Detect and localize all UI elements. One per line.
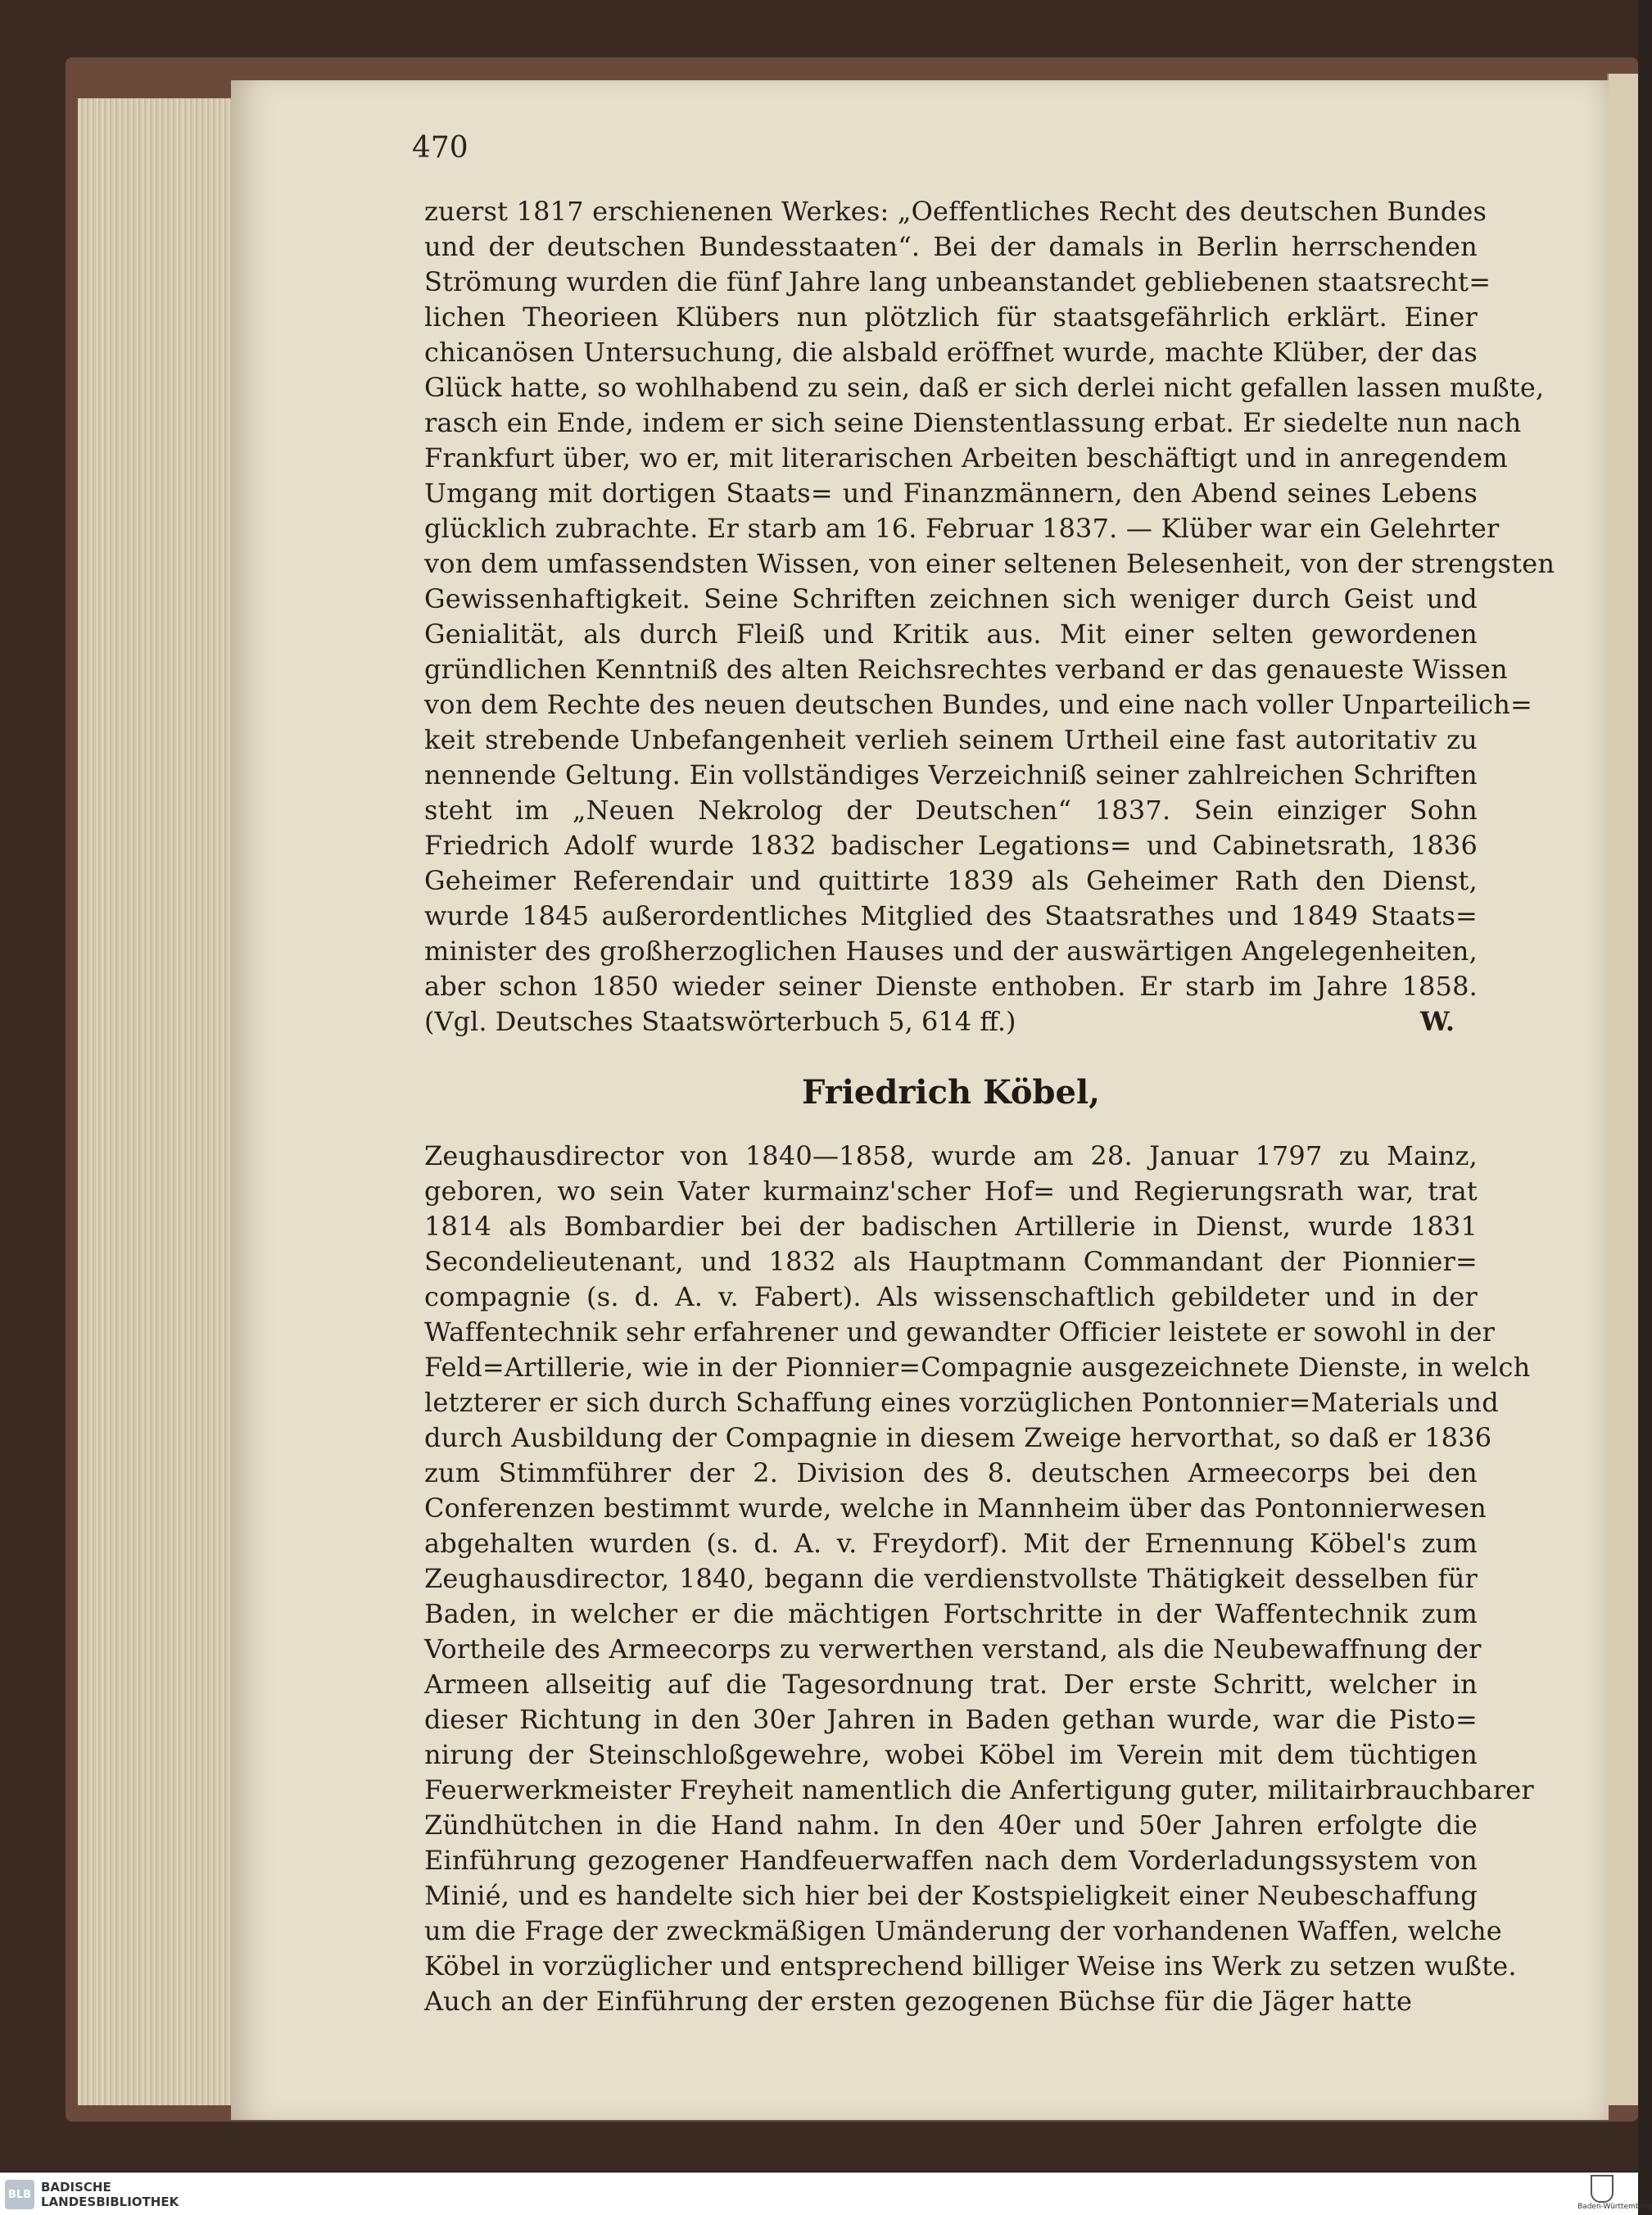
- text-line: chicanösen Untersuchung, die alsbald eröffnet wurde, machte Klüber, der das: [424, 337, 1478, 368]
- text-line: Köbel in vorzüglicher und entsprechend billiger Weise ins Werk zu setzen wußte.: [424, 1950, 1517, 1982]
- text-line: zuerst 1817 erschienenen Werkes: „Oeffentliches Recht des deutschen Bundes: [424, 196, 1487, 227]
- text-line: Frankfurt über, wo er, mit literarischen Arbeiten beschäftigt und in anregendem: [424, 442, 1508, 473]
- text-line: gründlichen Kenntniß des alten Reichsrechtes verband er das genaueste Wissen: [424, 654, 1508, 685]
- crest-icon: [1591, 2175, 1614, 2203]
- text-line: Zeughausdirector von 1840—1858, wurde am 28. Januar 1797 zu Mainz,: [424, 1140, 1478, 1171]
- text-line: durch Ausbildung der Compagnie in diesem Zweige hervorthat, so daß er 1836: [424, 1422, 1492, 1453]
- text-line: keit strebende Unbefangenheit verlieh seinem Urtheil eine fast autoritativ zu: [424, 724, 1478, 755]
- text-line: compagnie (s. d. A. v. Fabert). Als wissenschaftlich gebildeter und in der: [424, 1281, 1478, 1312]
- text-line: glücklich zubrachte. Er starb am 16. Februar 1837. — Klüber war ein Gelehrter: [424, 513, 1500, 544]
- text-line: minister des großherzoglichen Hauses und der auswärtigen Angelegenheiten,: [424, 935, 1478, 967]
- text-line: von dem umfassendsten Wissen, von einer seltenen Belesenheit, von der strengsten: [424, 548, 1555, 579]
- text-line: Geheimer Referendair und quittirte 1839 als Geheimer Rath den Dienst,: [424, 865, 1478, 896]
- text-line: von dem Rechte des neuen deutschen Bundes, und eine nach voller Unparteilich=: [424, 689, 1533, 720]
- facing-page-edge: [1607, 74, 1638, 2105]
- text-line: Zündhütchen in die Hand nahm. In den 40er und 50er Jahren erfolgte die: [424, 1810, 1478, 1841]
- text-line: geboren, wo sein Vater kurmainz'scher Hof= und Regierungsrath war, trat: [424, 1175, 1478, 1207]
- page-number: 470: [412, 131, 468, 165]
- text-line: Feuerwerkmeister Freyheit namentlich die Anfertigung guter, militairbrauchbarer: [424, 1774, 1534, 1805]
- text-line: um die Frage der zweckmäßigen Umänderung der vorhandenen Waffen, welche: [424, 1915, 1502, 1946]
- text-line: Waffentechnik sehr erfahrener und gewandter Officier leistete er sowohl in der: [424, 1316, 1496, 1348]
- baden-wurttemberg-logo: [1577, 2175, 1652, 2211]
- text-line: Glück hatte, so wohlhabend zu sein, daß er sich derlei nicht gefallen lassen mußte,: [424, 372, 1545, 403]
- paragraph-lines: [424, 1139, 1534, 2019]
- text-line: Strömung wurden die fünf Jahre lang unbeanstandet gebliebenen staatsrecht=: [424, 266, 1491, 297]
- text-line: zum Stimmführer der 2. Division des 8. deutschen Armeecorps bei den: [424, 1457, 1478, 1488]
- text-line: abgehalten wurden (s. d. A. v. Freydorf). Mit der Ernennung Köbel's zum: [424, 1528, 1478, 1559]
- text-line: Armeen allseitig auf die Tagesordnung trat. Der erste Schritt, welcher in: [424, 1669, 1478, 1700]
- text-line: aber schon 1850 wieder seiner Dienste enthoben. Er starb im Jahre 1858.: [424, 971, 1478, 1002]
- text-line: Gewissenhaftigkeit. Seine Schriften zeichnen sich weniger durch Geist und: [424, 583, 1478, 614]
- text-line: 1814 als Bombardier bei der badischen Artillerie in Dienst, wurde 1831: [424, 1211, 1478, 1242]
- text-line: dieser Richtung in den 30er Jahren in Baden gethan wurde, war die Pisto=: [424, 1704, 1478, 1735]
- author-signature: W.: [1419, 1006, 1455, 1037]
- text-line: rasch ein Ende, indem er sich seine Dienstentlassung erbat. Er siedelte nun nach: [424, 407, 1522, 438]
- text-line: und der deutschen Bundesstaaten“. Bei der damals in Berlin herrschenden: [424, 231, 1478, 262]
- text-block-kluber: [424, 194, 1555, 1040]
- text-block-kobel: [424, 1139, 1534, 2019]
- text-line: steht im „Neuen Nekrolog der Deutschen“ 1837. Sein einziger Sohn: [424, 795, 1478, 826]
- text-line: Vortheile des Armeecorps zu verwerthen verstand, als die Neubewaffnung der: [424, 1633, 1482, 1665]
- text-line: Secondelieutenant, und 1832 als Hauptmann Commandant der Pionnier=: [424, 1246, 1478, 1277]
- text-line: Feld=Artillerie, wie in der Pionnier=Compagnie ausgezeichnete Dienste, in welch: [424, 1352, 1531, 1383]
- bw-logo-text: Baden-Württemberg: [1577, 2203, 1652, 2211]
- text-line: wurde 1845 außerordentliches Mitglied des Staatsrathes und 1849 Staats=: [424, 900, 1478, 931]
- text-line: Minié, und es handelte sich hier bei der Kostspieligkeit einer Neubeschaffung: [424, 1880, 1478, 1911]
- page-stack-edge: [78, 98, 242, 2105]
- text-line: Einführung gezogener Handfeuerwaffen nach dem Vorderladungssystem von: [424, 1845, 1478, 1876]
- library-name-line2: LANDESBIBLIOTHEK: [41, 2195, 179, 2209]
- text-line: lichen Theorieen Klübers nun plötzlich für staatsgefährlich erklärt. Einer: [424, 301, 1478, 333]
- text-line: Auch an der Einführung der ersten gezogenen Büchse für die Jäger hatte: [424, 1986, 1413, 2017]
- text-line: Friedrich Adolf wurde 1832 badischer Legations= und Cabinetsrath, 1836: [424, 830, 1478, 861]
- text-line: Genialität, als durch Fleiß und Kritik aus. Mit einer selten gewordenen: [424, 618, 1478, 650]
- text-line: Zeughausdirector, 1840, begann die verdienstvollste Thätigkeit desselben für: [424, 1563, 1478, 1594]
- text-line: Conferenzen bestimmt wurde, welche in Mannheim über das Pontonnierwesen: [424, 1493, 1487, 1524]
- blb-logo-icon: BLB: [5, 2180, 34, 2209]
- article-heading: Friedrich Köbel,: [801, 1073, 1101, 1112]
- text-line: Umgang mit dortigen Staats= und Finanzmännern, den Abend seines Lebens: [424, 478, 1478, 509]
- text-line: letzterer er sich durch Schaffung eines vorzüglichen Pontonnier=Materials und: [424, 1387, 1499, 1418]
- citation-line: [424, 1004, 1478, 1040]
- library-name: [41, 2180, 179, 2209]
- text-line: Baden, in welcher er die mächtigen Fortschritte in der Waffentechnik zum: [424, 1598, 1478, 1629]
- paragraph-lines: [424, 194, 1555, 1004]
- text-line: nennende Geltung. Ein vollständiges Verzeichniß seiner zahlreichen Schriften: [424, 759, 1478, 790]
- citation-text: (Vgl. Deutsches Staatswörterbuch 5, 614 ff.): [424, 1006, 1016, 1037]
- library-name-line1: BADISCHE: [41, 2180, 111, 2195]
- text-line: nirung der Steinschloßgewehre, wobei Köbel im Verein mit dem tüchtigen: [424, 1739, 1478, 1770]
- footer-bar: [0, 2172, 1652, 2215]
